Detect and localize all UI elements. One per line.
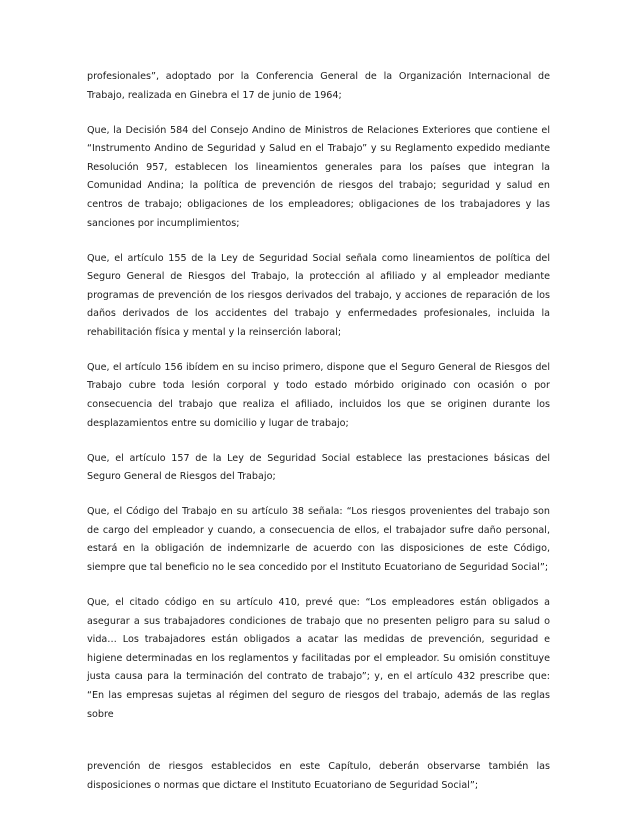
document-page: [87, 68, 550, 812]
paragraph-prevencion-riesgos: prevención de riesgos establecidos en este Capítulo, deberán observarse también las disposiciones o normas que dictare el Instituto Ecuatoriano de Seguridad Social”;: [87, 761, 550, 791]
paragraph-decision-584: Que, la Decisión 584 del Consejo Andino de Ministros de Relaciones Exteriores que contiene el “Instrumento Andino de Seguridad y Salud en el Trabajo” y su Reglamento expedido mediante Resolución 957, establecen los lineamientos generales para los países que integran la Comunidad Andina; la política de prevención de riesgos del trabajo; seguridad y salud en centros de trabajo; obligaciones de los empleadores; obligaciones de los trabajadores y las sanciones por incumplimientos;: [87, 124, 550, 229]
paragraph-convention-reference: profesionales”, adoptado por la Conferencia General de la Organización Internacional de Trabajo, realizada en Ginebra el 17 de junio de 1964;: [87, 71, 550, 101]
paragraph-codigo-articulo-38: Que, el Código del Trabajo en su artículo 38 señala: “Los riesgos provenientes del trabajo son de cargo del empleador y cuando, a consecuencia de ellos, el trabajador sufre daño personal, estará en la obligación de indemnizarle de acuerdo con las disposiciones de este Código, siempre que tal beneficio no le sea concedido por el Instituto Ecuatoriano de Seguridad Social”;: [87, 506, 550, 574]
paragraph-article-155: Que, el artículo 155 de la Ley de Seguridad Social señala como lineamientos de política del Seguro General de Riesgos del Trabajo, la protección al afiliado y al empleador mediante programas de prevención de los riesgos derivados del trabajo, y acciones de reparación de los daños derivados de los accidentes del trabajo y enfermedades profesionales, incluida la rehabilitación física y mental y la reinserción laboral;: [87, 252, 550, 338]
paragraph-articulo-410-432: Que, el citado código en su artículo 410, prevé que: “Los empleadores están obligados a asegurar a sus trabajadores condiciones de trabajo que no presenten peligro para su salud o vida… Los trabajadores están obligados a acatar las medidas de prevención, seguridad e higiene determinadas en los reglamentos y facilitadas por el empleador. Su omisión constituye justa causa para la terminación del contrato de trabajo”; y, en el artículo 432 prescribe que: “En las empresas sujetas al régimen del seguro de riesgos del trabajo, además de las reglas sobre: [87, 597, 550, 720]
paragraph-article-157: Que, el artículo 157 de la Ley de Seguridad Social establece las prestaciones básicas del Seguro General de Riesgos del Trabajo;: [87, 452, 550, 483]
paragraph-article-156: Que, el artículo 156 ibídem en su inciso primero, dispone que el Seguro General de Riesgos del Trabajo cubre toda lesión corporal y todo estado mórbido originado con ocasión o por consecuencia del trabajo que realiza el afiliado, incluidos los que se originen durante los desplazamientos entre su domicilio y lugar de trabajo;: [87, 361, 550, 429]
